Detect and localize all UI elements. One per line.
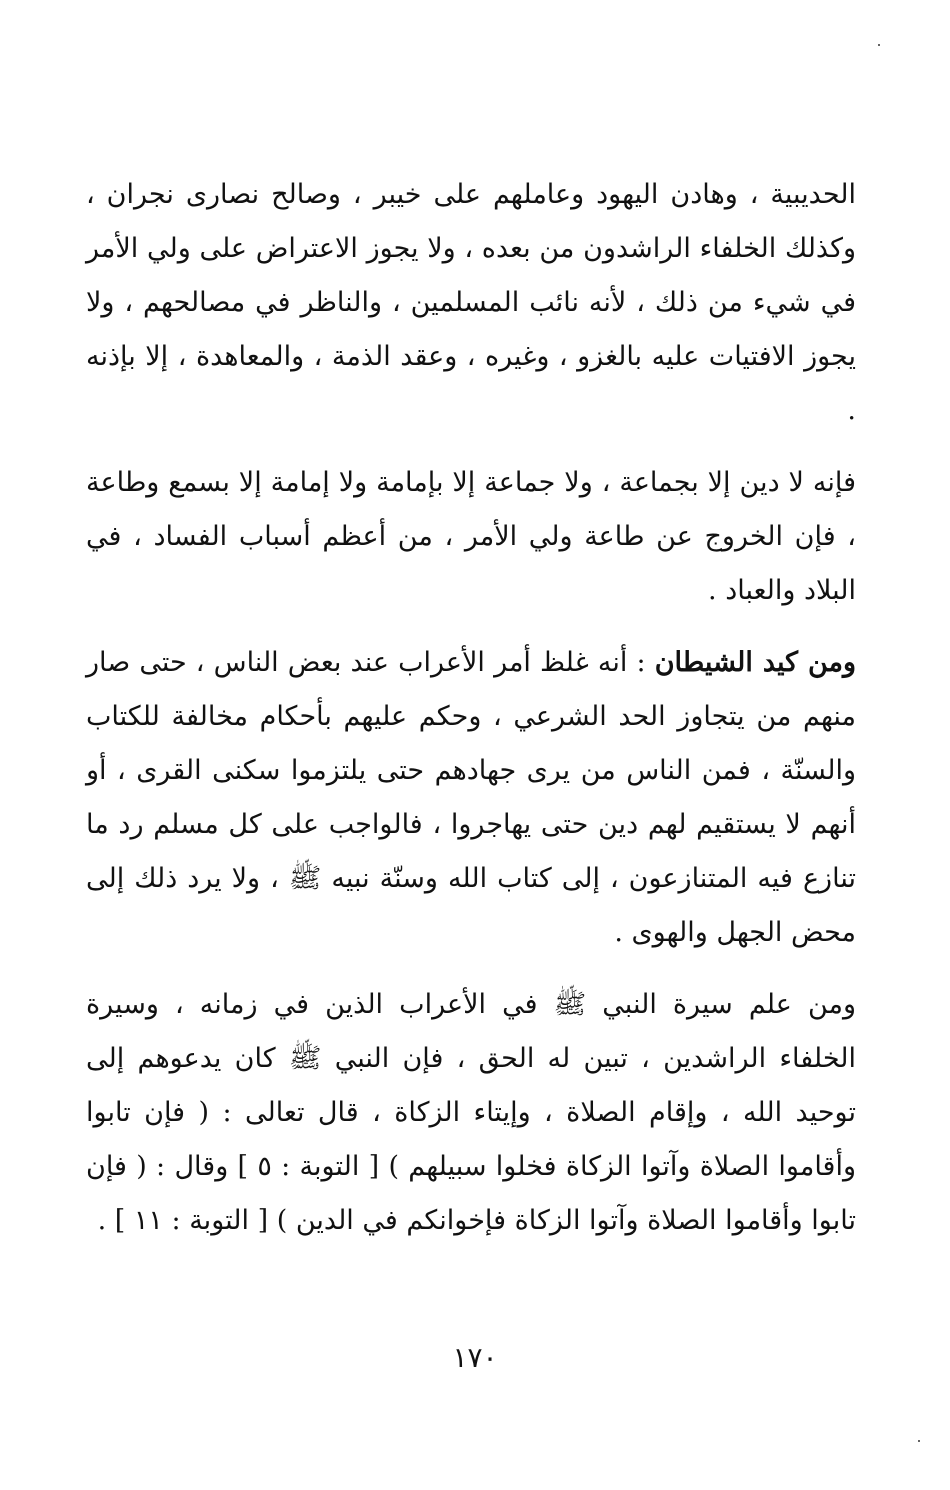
paragraph-4-text: ومن علم سيرة النبي ﷺ في الأعراب الذين في زمانه ، وسيرة الخلفاء الراشدين ، تبين له الحق ، فإن النبي ﷺ كان يدعوهم إلى توحيد الله ، وإقام الصلاة ، وإيتاء الزكاة ، قال تعالى : ( فإن تابوا وأقاموا الصلاة وآتوا الزكاة فخلوا سبيلهم ) [ التوبة : ٥ ] وقال : ( فإن تابوا وأقاموا الصلاة وآتوا الزكاة فإخوانكم في الدين ) [ التوبة : ١١ ] . (86, 989, 857, 1236)
speck-mark (878, 44, 880, 46)
paragraph-2-text: فإنه لا دين إلا بجماعة ، ولا جماعة إلا بإمامة ولا إمامة إلا بسمع وطاعة ، فإن الخروج عن طاعة ولي الأمر ، من أعظم أسباب الفساد ، في البلاد والعباد . (86, 467, 856, 606)
paragraph-3 (86, 636, 856, 960)
paragraph-3-lead: ومن كيد الشيطان (654, 647, 856, 678)
paragraph-1-text: الحديبية ، وهادن اليهود وعاملهم على خيبر ، وصالح نصارى نجران ، وكذلك الخلفاء الراشدون من بعده ، ولا يجوز الاعتراض على ولي الأمر في شيء من ذلك ، لأنه نائب المسلمين ، والناظر في مصالحهم ، ولا يجوز الافتيات عليه بالغزو ، وغيره ، وعقد الذمة ، والمعاهدة ، إلا بإذنه . (86, 179, 856, 426)
page-number: ١٧٠ (452, 1341, 498, 1374)
paragraph-3-text: : أنه غلظ أمر الأعراب عند بعض الناس ، حتى صار منهم من يتجاوز الحد الشرعي ، وحكم عليهم بأحكام مخالفة للكتاب والسنّة ، فمن الناس من يرى جهادهم حتى يلتزموا سكنى القرى ، أو أنهم لا يستقيم لهم دين حتى يهاجروا ، فالواجب على كل مسلم رد ما تنازع فيه المتنازعون ، إلى كتاب الله وسنّة نبيه ﷺ ، ولا يرد ذلك إلى محض الجهل والهوى . (86, 647, 856, 948)
body-text (86, 168, 856, 1266)
paragraph-4 (86, 978, 856, 1248)
paragraph-1 (86, 168, 856, 438)
paragraph-2 (86, 456, 856, 618)
speck-mark (918, 1440, 920, 1442)
